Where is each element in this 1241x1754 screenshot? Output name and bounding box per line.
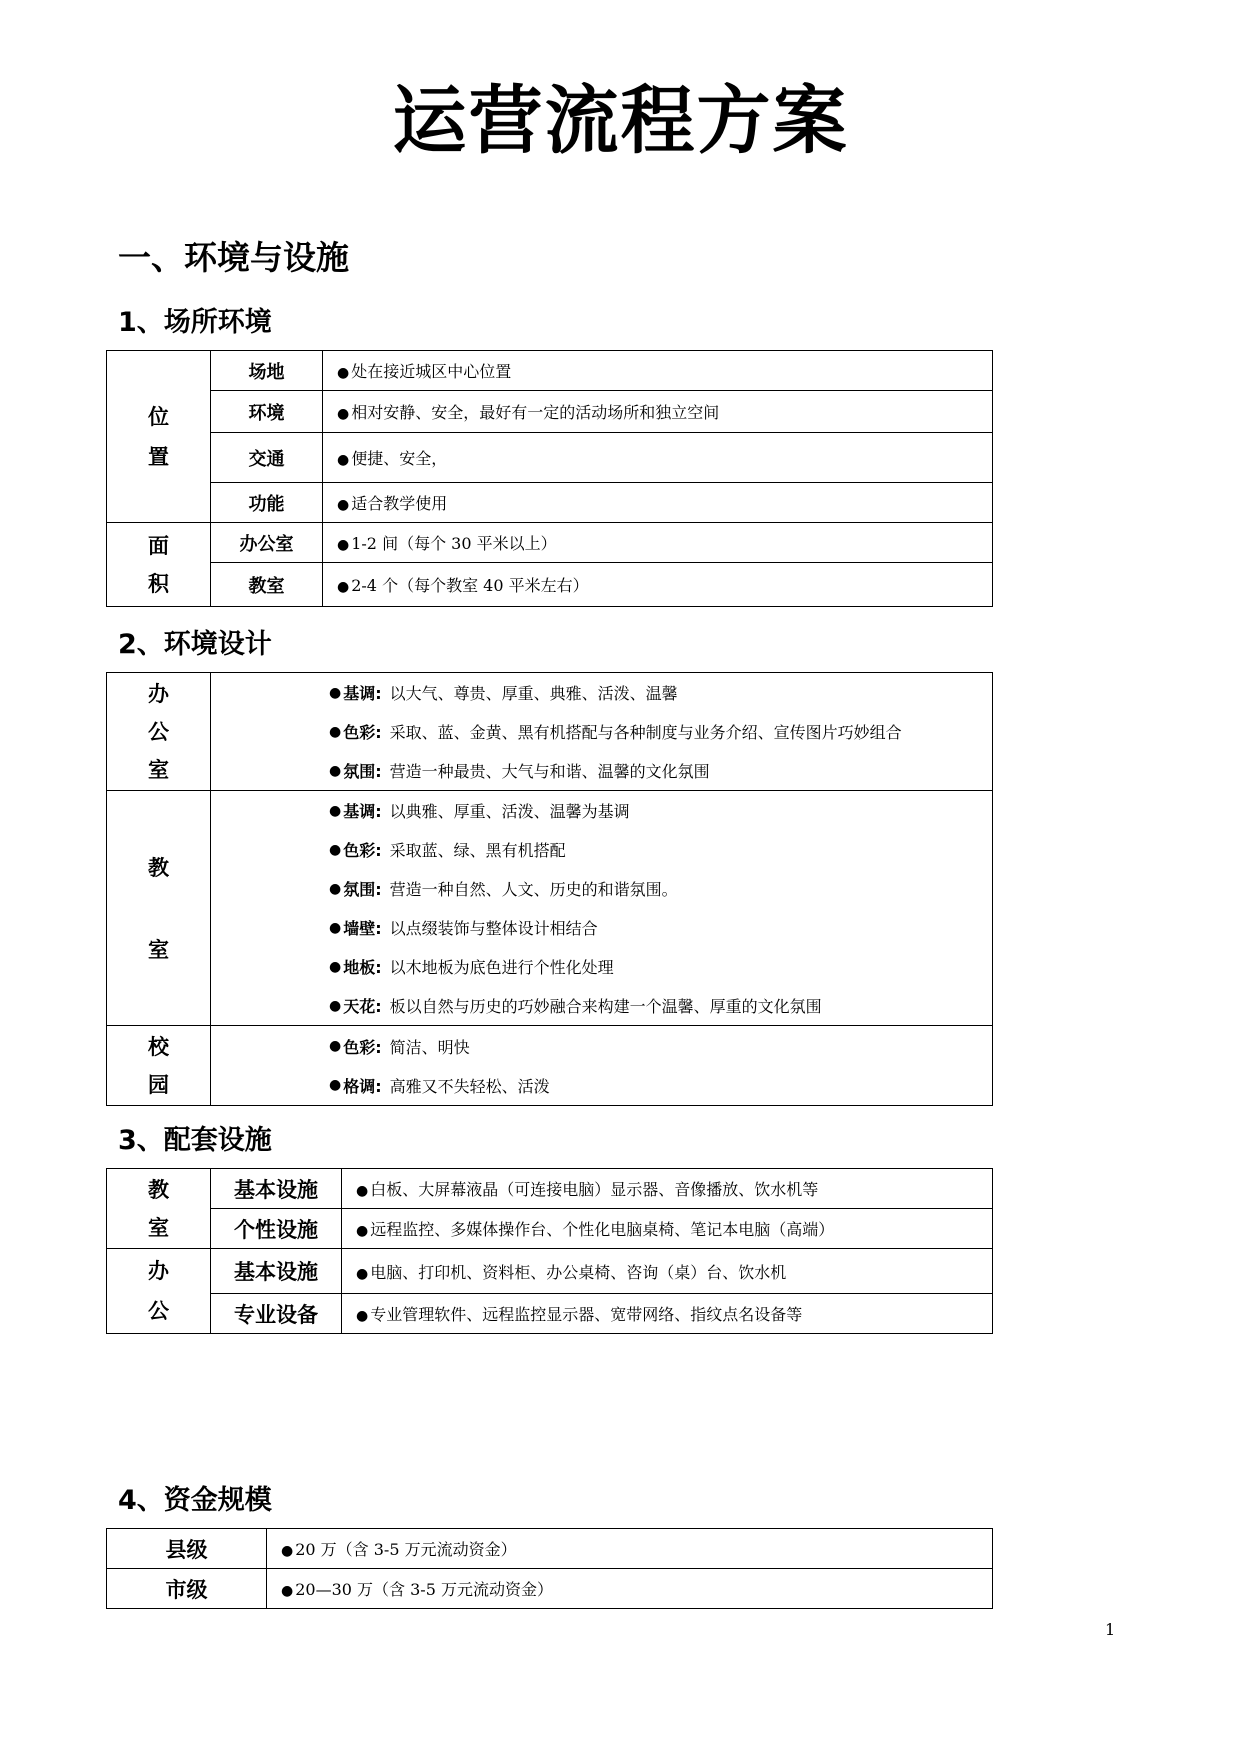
heading-venue-environment: 1、场所环境: [118, 307, 272, 338]
row-label: 基本设施: [211, 1169, 342, 1209]
section-heading-environment: 一、环境与设施: [118, 238, 349, 277]
environment-design-table: [106, 672, 993, 1106]
capital-scale-table: [106, 1528, 993, 1609]
row-label: 专业设备: [211, 1294, 342, 1334]
list-item: ● 天花: 板以自然与历史的巧妙融合来构建一个温馨、厚重的文化氛围: [329, 997, 822, 1016]
office-design-cell: [211, 673, 993, 791]
row-value: ● 20 万（含 3-5 万元流动资金）: [267, 1529, 993, 1569]
campus-design-cell: [211, 1026, 993, 1106]
list-item: ● 色彩: 简洁、明快: [329, 1037, 470, 1057]
campus-label: 校 园: [107, 1026, 211, 1106]
list-item: ● 氛围: 营造一种最贵、大气与和谐、温馨的文化氛围: [329, 762, 710, 781]
page-number: 1: [1105, 1620, 1116, 1639]
row-label: 个性设施: [211, 1209, 342, 1249]
row-value: ● 适合教学使用: [323, 483, 993, 523]
list-item: ● 基调: 以典雅、厚重、活泼、温馨为基调: [329, 802, 630, 821]
row-label: 教室: [211, 563, 323, 607]
supporting-facilities-table: [106, 1168, 993, 1334]
list-item: ● 基调: 以大气、尊贵、厚重、典雅、活泼、温馨: [329, 684, 678, 703]
row-label: 市级: [107, 1569, 267, 1609]
row-value: ● 便捷、安全，: [323, 433, 993, 483]
classroom-design-cell: [211, 791, 993, 1026]
row-label: 办公室: [211, 523, 323, 563]
heading-environment-design: 2、环境设计: [118, 629, 272, 660]
row-value: ● 2-4 个（每个教室 40 平米左右）: [323, 563, 993, 607]
row-label: 交通: [211, 433, 323, 483]
row-label: 基本设施: [211, 1249, 342, 1294]
classroom-label: 教 室: [107, 791, 211, 1026]
office-label: 办 公 室: [107, 673, 211, 791]
list-item: ● 墙壁: 以点缀装饰与整体设计相结合: [329, 919, 598, 938]
facility-office-label: 办 公: [107, 1249, 211, 1334]
list-item: ● 色彩: 采取、蓝、金黄、黑有机搭配与各种制度与业务介绍、宣传图片巧妙组合: [329, 723, 902, 742]
heading-capital-scale: 4、资金规模: [118, 1485, 272, 1516]
venue-environment-table: [106, 350, 993, 607]
heading-supporting-facilities: 3、配套设施: [118, 1125, 272, 1156]
row-value: ● 电脑、打印机、资料柜、办公桌椅、咨询（桌）台、饮水机: [342, 1249, 993, 1294]
row-value: ● 专业管理软件、远程监控显示器、宽带网络、指纹点名设备等: [342, 1294, 993, 1334]
row-value: ● 1-2 间（每个 30 平米以上）: [323, 523, 993, 563]
row-value: ● 20—30 万（含 3-5 万元流动资金）: [267, 1569, 993, 1609]
list-item: ● 氛围: 营造一种自然、人文、历史的和谐氛围。: [329, 880, 678, 899]
row-label: 功能: [211, 483, 323, 523]
row-label: 环境: [211, 391, 323, 433]
facility-classroom-label: 教 室: [107, 1169, 211, 1249]
row-value: ● 相对安静、安全，最好有一定的活动场所和独立空间: [323, 391, 993, 433]
row-value: ● 远程监控、多媒体操作台、个性化电脑桌椅、笔记本电脑（高端）: [342, 1209, 993, 1249]
list-item: ● 格调: 高雅又不失轻松、活泼: [329, 1076, 550, 1096]
location-label: 位 置: [107, 351, 211, 523]
area-label: 面 积: [107, 523, 211, 607]
document-title: 运营流程方案: [392, 78, 849, 164]
row-label: 场地: [211, 351, 323, 391]
row-label: 县级: [107, 1529, 267, 1569]
row-value: ● 处在接近城区中心位置: [323, 351, 993, 391]
row-value: ● 白板、大屏幕液晶（可连接电脑）显示器、音像播放、饮水机等: [342, 1169, 993, 1209]
list-item: ● 色彩: 采取蓝、绿、黑有机搭配: [329, 841, 566, 860]
list-item: ● 地板: 以木地板为底色进行个性化处理: [329, 958, 614, 977]
